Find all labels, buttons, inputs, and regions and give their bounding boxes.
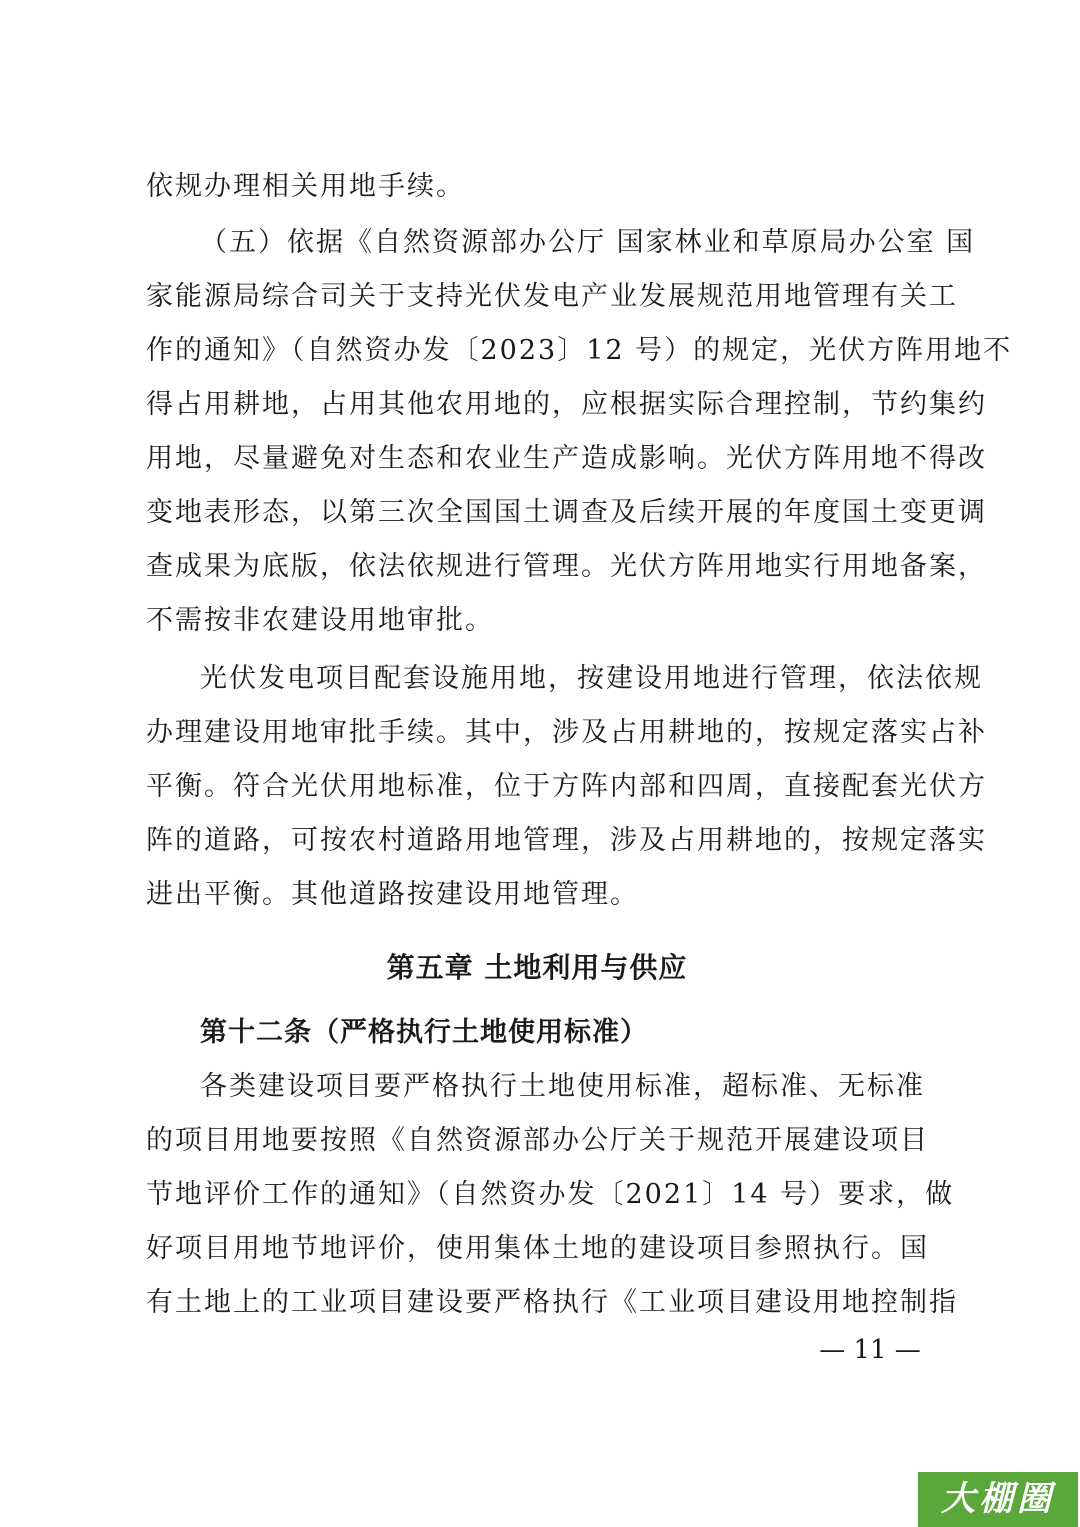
paragraph-line: 节地评价工作的通知》（自然资办发〔2021〕14 号）要求，做 <box>146 1179 955 1210</box>
page-number: — 11 — <box>819 1335 921 1365</box>
paragraph-line: 好项目用地节地评价，使用集体土地的建设项目参照执行。国 <box>146 1233 929 1264</box>
paragraph-top <box>146 160 928 214</box>
paragraph-line: 各类建设项目要严格执行土地使用标准，超标准、无标准 <box>200 1071 925 1102</box>
paragraph-line: 用地，尽量避免对生态和农业生产造成影响。光伏方阵用地不得改 <box>146 443 987 474</box>
paragraph-line: 的项目用地要按照《自然资源部办公厅关于规范开展建设项目 <box>146 1125 929 1156</box>
paragraph-line: （五）依据《自然资源部办公厅 国家林业和草原局办公室 国 <box>200 227 976 258</box>
paragraph-line: 得占用耕地，占用其他农用地的，应根据实际合理控制，节约集约 <box>146 389 987 420</box>
article-title: 第十二条（严格执行土地使用标准） <box>200 1017 648 1048</box>
paragraph-line: 光伏发电项目配套设施用地，按建设用地进行管理，依法依规 <box>200 663 983 694</box>
paragraph-line: 有土地上的工业项目建设要严格执行《工业项目建设用地控制指 <box>146 1287 958 1318</box>
paragraph-support-facilities <box>146 652 987 922</box>
paragraph-line: 进出平衡。其他道路按建设用地管理。 <box>146 879 639 910</box>
paragraph-line: 办理建设用地审批手续。其中，涉及占用耕地的，按规定落实占补 <box>146 717 987 748</box>
paragraph-five <box>146 216 1013 648</box>
watermark-logo: 大棚圈 <box>918 1472 1078 1527</box>
paragraph-line: 作的通知》（自然资办发〔2023〕12 号）的规定，光伏方阵用地不 <box>146 335 1013 366</box>
paragraph-line: 变地表形态，以第三次全国国土调查及后续开展的年度国土变更调 <box>146 497 987 528</box>
paragraph-line: 依规办理相关用地手续。 <box>146 171 465 202</box>
paragraph-line: 平衡。符合光伏用地标准，位于方阵内部和四周，直接配套光伏方 <box>146 771 987 802</box>
paragraph-article-12 <box>146 1060 958 1330</box>
chapter-title: 第五章 土地利用与供应 <box>386 951 688 984</box>
paragraph-line: 阵的道路，可按农村道路用地管理，涉及占用耕地的，按规定落实 <box>146 825 987 856</box>
paragraph-line: 家能源局综合司关于支持光伏发电产业发展规范用地管理有关工 <box>146 281 958 312</box>
paragraph-line: 查成果为底版，依法依规进行管理。光伏方阵用地实行用地备案， <box>146 551 987 582</box>
paragraph-line: 不需按非农建设用地审批。 <box>146 605 494 636</box>
